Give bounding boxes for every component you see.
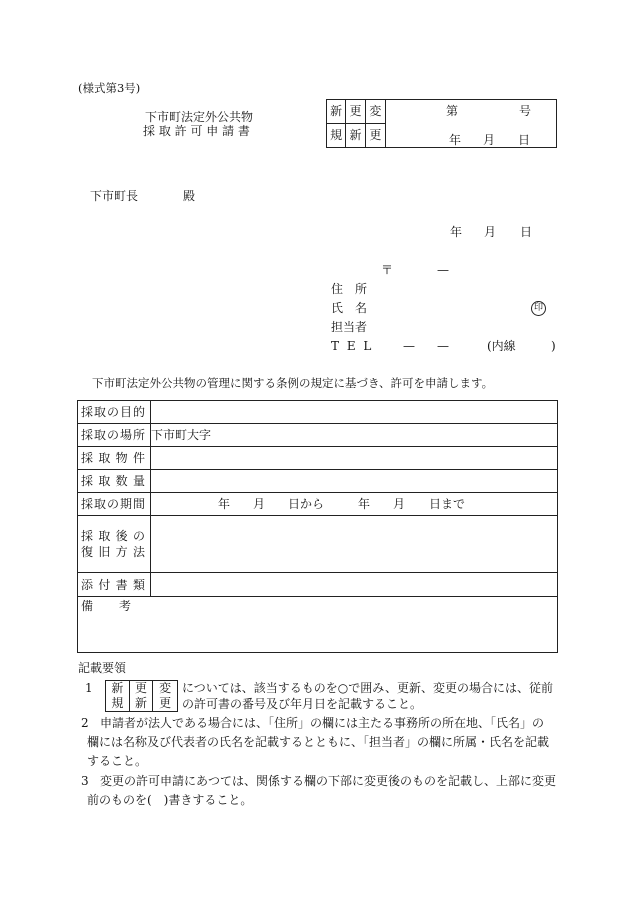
postal-mark: 〒 (381, 263, 394, 277)
quantity-label: 採 取 数 量 (81, 474, 145, 488)
period-start-day: 日から (288, 497, 325, 511)
instructions-heading: 記載要領 (78, 661, 127, 675)
type-char: 新 (134, 696, 147, 710)
remarks-cell (78, 597, 558, 653)
permit-number-box (326, 99, 557, 148)
instruction-text: 変更の許可申請にあつては、関係する欄の下部に変更後のものを記載し、上部に変更 (100, 774, 557, 788)
table-row (78, 447, 558, 470)
type-cell: 更 (346, 100, 365, 124)
type-cell: 新 (346, 124, 365, 148)
application-type-box (105, 680, 178, 712)
type-char: 更 (134, 681, 147, 695)
period-start-year: 年 (218, 497, 231, 511)
instruction-number: 3 (81, 774, 89, 788)
type-column (153, 681, 177, 711)
permit-date-year: 年 (449, 133, 462, 147)
addressee-honorific: 殿 (183, 189, 196, 203)
restoration-label-line1: 採 取 後 の (81, 529, 145, 543)
period-end-year: 年 (358, 497, 371, 511)
application-table (77, 400, 558, 653)
extension-label: (内線 (487, 339, 516, 353)
remarks-label: 備 考 (81, 599, 139, 613)
permit-number-prefix: 第 (446, 104, 459, 118)
location-value-cell (151, 424, 558, 447)
table-row (78, 493, 558, 516)
table-row (78, 424, 558, 447)
instruction-text: 前のものを( )書きすること。 (87, 793, 253, 807)
tel-dash: — (403, 339, 415, 353)
instruction-text: については、該当するものを○で囲み、更新、変更の場合には、従前 (182, 681, 553, 695)
type-cell: 更 (369, 128, 382, 143)
tel-dash: — (437, 339, 449, 353)
table-row (78, 573, 558, 597)
postal-dash: — (437, 263, 449, 277)
type-cell: 規 (327, 124, 346, 148)
application-statement: 下市町法定外公共物の管理に関する条例の規定に基づき、許可を申請します。 (92, 376, 494, 390)
type-cell: 変 (366, 100, 385, 124)
item-label-cell (78, 447, 151, 470)
application-type-grid (327, 100, 386, 147)
period-label-cell (78, 493, 151, 516)
application-date-month: 月 (484, 225, 497, 239)
instruction-text: 欄には名称及び代表者の氏名を記載するとともに、「担当者」の欄に所属・氏名を記載 (87, 735, 550, 749)
table-row (78, 597, 558, 653)
permit-date-day: 日 (518, 133, 531, 147)
permit-number-suffix: 号 (519, 104, 532, 118)
instruction-text: すること。 (87, 754, 148, 768)
location-label-cell (78, 424, 151, 447)
quantity-value-cell (151, 470, 558, 493)
item-value-cell (151, 447, 558, 470)
location-value: 下市町大字 (151, 428, 212, 442)
period-value-cell (151, 493, 558, 516)
table-row (78, 516, 558, 573)
permit-date-month: 月 (483, 133, 496, 147)
restoration-label-line2: 復 旧 方 法 (81, 545, 145, 559)
attachments-label: 添 付 書 類 (81, 577, 145, 592)
instruction-number: 2 (81, 716, 89, 730)
extension-close: ) (551, 339, 556, 353)
type-column (106, 681, 130, 711)
form-number: (様式第3号) (78, 81, 141, 95)
type-char: 規 (111, 696, 124, 710)
restoration-value-cell (151, 516, 558, 573)
seal-mark: 印 (531, 301, 546, 316)
period-start-month: 月 (253, 497, 266, 511)
contact-label: 担当者 (331, 320, 368, 334)
address-label: 住 所 (331, 282, 368, 296)
purpose-value-cell (151, 401, 558, 424)
instruction-text: 申請者が法人である場合には、「住所」の欄には主たる事務所の所在地、「氏名」の (100, 716, 545, 730)
type-char: 新 (111, 681, 124, 695)
restoration-label-cell (78, 516, 151, 573)
form-title-line2: 採 取 許 可 申 請 書 (143, 124, 250, 138)
quantity-label-cell (78, 470, 151, 493)
type-cell: 新 (327, 100, 346, 124)
type-char: 更 (159, 696, 172, 710)
application-date-day: 日 (520, 225, 533, 239)
form-title-line1: 下市町法定外公共物 (145, 110, 254, 124)
period-label: 採取の期間 (81, 497, 145, 511)
type-char: 変 (159, 681, 172, 695)
table-row (78, 401, 558, 424)
attachments-label-cell (78, 573, 151, 597)
type-column (130, 681, 154, 711)
purpose-label: 採取の目的 (81, 405, 145, 419)
name-label: 氏 名 (331, 301, 368, 315)
location-label: 採取の場所 (81, 428, 145, 442)
attachments-value-cell (151, 573, 558, 597)
period-end-month: 月 (393, 497, 406, 511)
table-row (78, 470, 558, 493)
period-end-day: 日まで (429, 497, 466, 511)
item-label: 採 取 物 件 (81, 451, 145, 465)
tel-label: T E L (331, 339, 374, 353)
instruction-text: の許可書の番号及び年月日を記載すること。 (182, 697, 423, 711)
instruction-number: 1 (85, 681, 93, 695)
purpose-label-cell (78, 401, 151, 424)
addressee-name: 下市町長 (90, 189, 139, 203)
application-date-year: 年 (450, 225, 463, 239)
